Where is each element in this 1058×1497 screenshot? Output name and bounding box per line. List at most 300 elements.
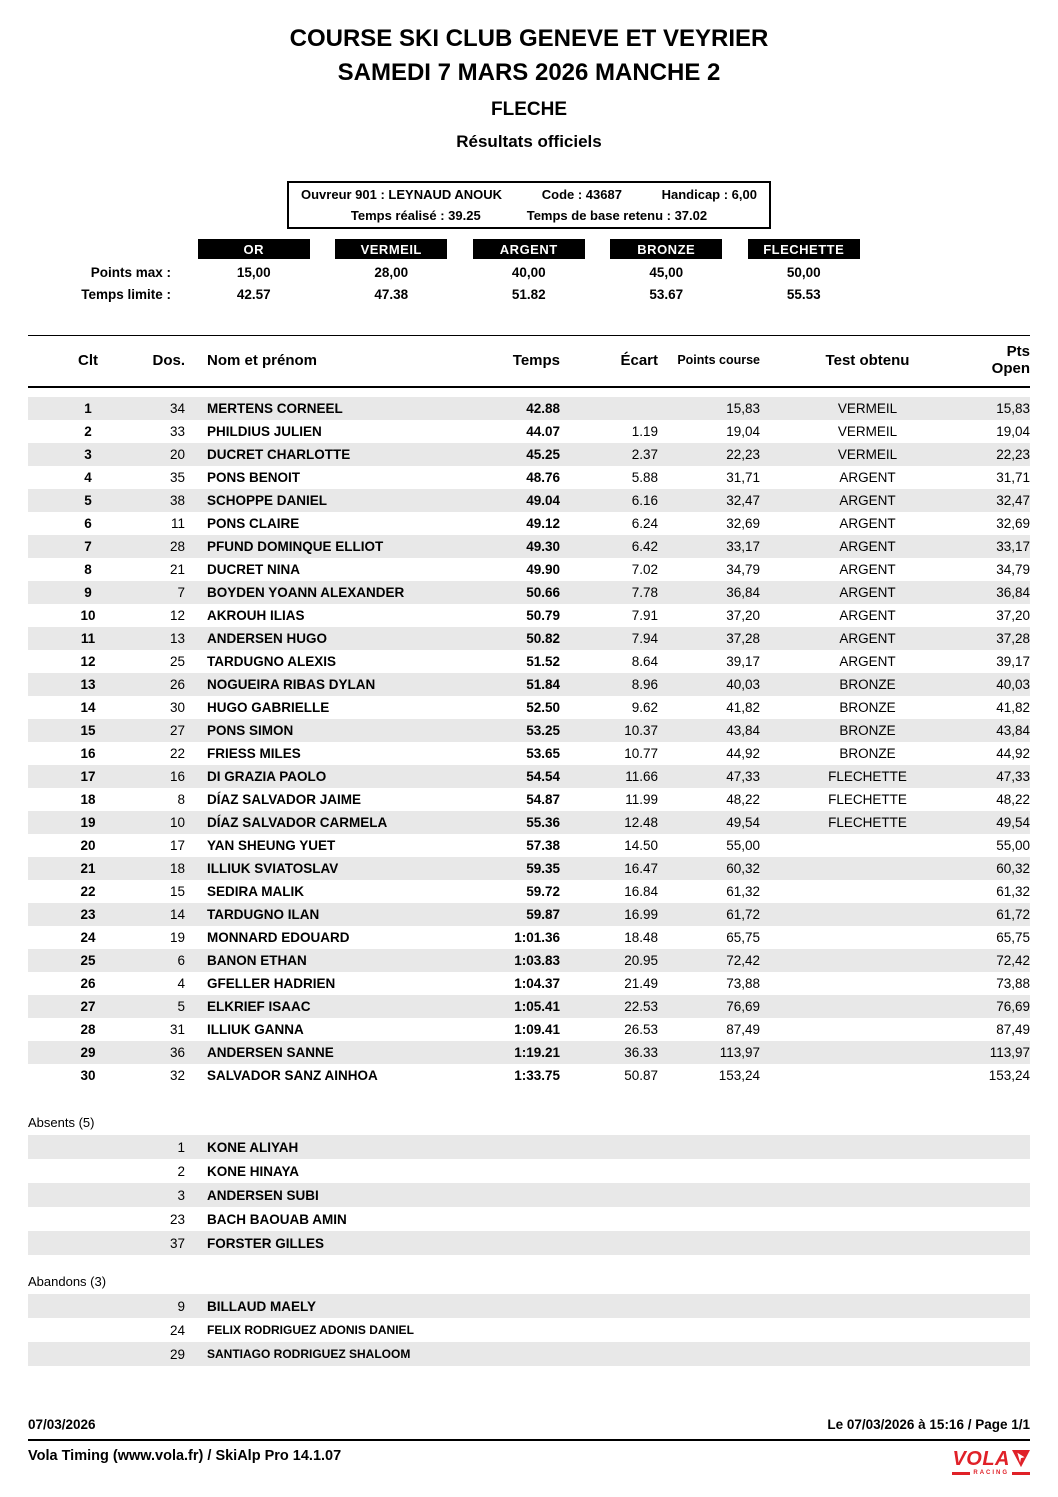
medal-bar: OR (198, 239, 310, 259)
points-cell: 32,69 (726, 516, 760, 531)
header-time: Temps (512, 351, 560, 369)
bib-cell: 1 (177, 1139, 185, 1155)
opener-handicap-text: Handicap : 6,00 (661, 187, 757, 202)
points-cell: 15,83 (726, 401, 760, 416)
rank-cell: 15 (80, 723, 96, 738)
rank-cell: 30 (80, 1068, 96, 1083)
open-cell: 33,17 (996, 539, 1030, 554)
table-row (28, 443, 1030, 466)
results-official-label: Résultats officiels (456, 132, 602, 151)
opener-base-time-text: Temps de base retenu : 37.02 (526, 208, 708, 223)
table-row (28, 627, 1030, 650)
list-item (28, 1183, 1030, 1207)
rank-cell: 11 (80, 631, 96, 646)
results-rows (28, 397, 1030, 1087)
table-row (28, 949, 1030, 972)
table-row (28, 926, 1030, 949)
list-item (28, 1294, 1030, 1318)
name-cell: PONS BENOIT (207, 470, 301, 485)
name-cell: ILLIUK SVIATOSLAV (207, 861, 339, 876)
medal-spacer (28, 239, 185, 261)
vola-logo (952, 1450, 1030, 1476)
test-cell: BRONZE (839, 700, 896, 715)
rank-cell: 19 (80, 815, 96, 830)
footer-software: Vola Timing (www.vola.fr) / SkiAlp Pro 14.1.07 (28, 1448, 342, 1464)
rank-cell: 10 (80, 608, 96, 623)
vola-logo-bar (1012, 1472, 1030, 1475)
gap-cell: 6.42 (631, 539, 658, 554)
test-cell: BRONZE (839, 677, 896, 692)
name-cell: DÍAZ SALVADOR CARMELA (207, 815, 388, 830)
page-footer (28, 1417, 1030, 1476)
rank-cell: 3 (84, 447, 92, 462)
time-cell: 55.36 (526, 815, 560, 830)
opener-info-box (287, 181, 771, 229)
gap-cell: 36.33 (624, 1045, 658, 1060)
points-max-value: 45,00 (649, 264, 684, 280)
open-cell: 43,84 (996, 723, 1030, 738)
gap-cell: 10.37 (624, 723, 658, 738)
points-cell: 36,84 (726, 585, 760, 600)
table-row (28, 1018, 1030, 1041)
bib-cell: 4 (177, 976, 185, 991)
bib-cell: 25 (169, 654, 185, 669)
table-row (28, 489, 1030, 512)
name-cell: MERTENS CORNEEL (207, 401, 343, 416)
test-cell: VERMEIL (837, 401, 898, 416)
bib-cell: 8 (177, 792, 185, 807)
title-block (0, 0, 1058, 151)
table-row (28, 857, 1030, 880)
time-cell: 51.52 (526, 654, 560, 669)
bib-cell: 38 (169, 493, 185, 508)
bib-cell: 37 (169, 1235, 185, 1251)
rank-cell: 27 (80, 999, 96, 1014)
points-cell: 33,17 (726, 539, 760, 554)
medal-bar: ARGENT (473, 239, 585, 259)
points-max-value: 40,00 (511, 264, 546, 280)
name-cell: KONE ALIYAH (207, 1139, 299, 1155)
bib-cell: 24 (169, 1322, 185, 1338)
points-cell: 60,32 (726, 861, 760, 876)
name-cell: AKROUH ILIAS (207, 608, 305, 623)
name-cell: SEDIRA MALIK (207, 884, 304, 899)
bib-cell: 31 (169, 1022, 185, 1037)
open-cell: 72,42 (996, 953, 1030, 968)
points-cell: 153,24 (718, 1068, 760, 1083)
rank-cell: 29 (80, 1045, 96, 1060)
points-cell: 47,33 (726, 769, 760, 784)
list-item (28, 1318, 1030, 1342)
table-row (28, 581, 1030, 604)
medal-bar: FLECHETTE (748, 239, 860, 259)
points-cell: 32,47 (726, 493, 760, 508)
time-cell: 50.82 (526, 631, 560, 646)
test-cell: VERMEIL (837, 447, 898, 462)
table-row (28, 535, 1030, 558)
rank-cell: 25 (80, 953, 96, 968)
time-cell: 51.84 (526, 677, 560, 692)
time-cell: 1:03.83 (514, 953, 560, 968)
table-row (28, 765, 1030, 788)
footer-date: 07/03/2026 (28, 1417, 96, 1432)
header-points: Points course (677, 353, 760, 367)
absents-section (28, 1115, 1030, 1255)
test-cell: ARGENT (839, 470, 896, 485)
table-header (28, 335, 1030, 388)
vola-logo-text: VOLA (952, 1448, 1010, 1470)
bib-cell: 12 (169, 608, 185, 623)
gap-cell: 16.84 (624, 884, 658, 899)
time-cell: 1:01.36 (514, 930, 560, 945)
test-cell: FLECHETTE (828, 769, 907, 784)
abandons-rows (28, 1294, 1030, 1366)
open-cell: 22,23 (996, 447, 1030, 462)
temps-limite-value: 51.82 (511, 286, 546, 302)
list-item (28, 1135, 1030, 1159)
table-row (28, 420, 1030, 443)
open-cell: 60,32 (996, 861, 1030, 876)
open-cell: 48,22 (996, 792, 1030, 807)
table-row (28, 558, 1030, 581)
name-cell: KONE HINAYA (207, 1163, 300, 1179)
name-cell: TARDUGNO ALEXIS (207, 654, 337, 669)
medal-bar: BRONZE (610, 239, 722, 259)
bib-cell: 22 (169, 746, 185, 761)
bib-cell: 35 (169, 470, 185, 485)
gap-cell: 7.91 (631, 608, 658, 623)
gap-cell: 2.37 (631, 447, 658, 462)
open-cell: 32,47 (996, 493, 1030, 508)
rank-cell: 6 (84, 516, 92, 531)
table-row (28, 397, 1030, 420)
bib-cell: 27 (169, 723, 185, 738)
rank-cell: 28 (80, 1022, 96, 1037)
open-cell: 61,32 (996, 884, 1030, 899)
points-cell: 22,23 (726, 447, 760, 462)
time-cell: 45.25 (526, 447, 560, 462)
results-table (28, 335, 1030, 1087)
gap-cell: 50.87 (624, 1068, 658, 1083)
bib-cell: 23 (169, 1211, 185, 1227)
table-row (28, 719, 1030, 742)
time-cell: 49.04 (526, 493, 560, 508)
name-cell: PFUND DOMINQUE ELLIOT (207, 539, 384, 554)
name-cell: BILLAUD MAELY (207, 1298, 317, 1314)
abandons-section (28, 1274, 1030, 1366)
open-cell: 37,20 (996, 608, 1030, 623)
rank-cell: 22 (80, 884, 96, 899)
list-item (28, 1342, 1030, 1366)
gap-cell: 8.96 (631, 677, 658, 692)
time-cell: 59.35 (526, 861, 560, 876)
gap-cell: 14.50 (624, 838, 658, 853)
time-cell: 50.79 (526, 608, 560, 623)
points-cell: 39,17 (726, 654, 760, 669)
list-item (28, 1231, 1030, 1255)
rank-cell: 16 (80, 746, 96, 761)
points-cell: 72,42 (726, 953, 760, 968)
open-cell: 61,72 (996, 907, 1030, 922)
points-cell: 44,92 (726, 746, 760, 761)
open-cell: 36,84 (996, 585, 1030, 600)
table-row (28, 880, 1030, 903)
name-cell: ANDERSEN SANNE (207, 1045, 334, 1060)
points-max-value: 28,00 (374, 264, 409, 280)
bib-cell: 33 (169, 424, 185, 439)
points-cell: 73,88 (726, 976, 760, 991)
gap-cell: 10.77 (624, 746, 658, 761)
name-cell: DI GRAZIA PAOLO (207, 769, 327, 784)
open-cell: 31,71 (996, 470, 1030, 485)
medal-thresholds-table (28, 239, 1058, 305)
opener-line-2 (289, 205, 769, 226)
points-cell: 37,20 (726, 608, 760, 623)
gap-cell: 9.62 (631, 700, 658, 715)
points-max-value: 15,00 (236, 264, 271, 280)
points-max-label: Points max : (90, 264, 171, 280)
name-cell: SANTIAGO RODRIGUEZ SHALOOM (207, 1347, 411, 1361)
vola-triangle-icon (1012, 1450, 1030, 1468)
bib-cell: 10 (169, 815, 185, 830)
test-cell: BRONZE (839, 723, 896, 738)
time-cell: 1:19.21 (514, 1045, 560, 1060)
name-cell: TARDUGNO ILAN (207, 907, 320, 922)
event-date-title: SAMEDI 7 MARS 2026 MANCHE 2 (337, 59, 721, 86)
name-cell: DUCRET CHARLOTTE (207, 447, 351, 462)
test-cell: ARGENT (839, 654, 896, 669)
open-cell: 73,88 (996, 976, 1030, 991)
open-cell: 55,00 (996, 838, 1030, 853)
opener-line-1 (289, 184, 769, 205)
opener-id-text: Ouvreur 901 : LEYNAUD ANOUK (301, 187, 503, 202)
name-cell: ANDERSEN SUBI (207, 1187, 319, 1203)
name-cell: PONS SIMON (207, 723, 294, 738)
page-title: COURSE SKI CLUB GENEVE ET VEYRIER (289, 25, 769, 52)
open-cell: 34,79 (996, 562, 1030, 577)
gap-cell: 22.53 (624, 999, 658, 1014)
bib-cell: 36 (169, 1045, 185, 1060)
time-cell: 59.87 (526, 907, 560, 922)
bib-cell: 7 (177, 585, 185, 600)
bib-cell: 3 (177, 1187, 185, 1203)
bib-cell: 32 (169, 1068, 185, 1083)
gap-cell: 7.78 (631, 585, 658, 600)
points-cell: 48,22 (726, 792, 760, 807)
time-cell: 44.07 (526, 424, 560, 439)
rank-cell: 7 (84, 539, 92, 554)
table-row (28, 604, 1030, 627)
temps-limite-value: 42.57 (236, 286, 271, 302)
table-row (28, 811, 1030, 834)
name-cell: PHILDIUS JULIEN (207, 424, 322, 439)
header-name: Nom et prénom (207, 351, 318, 369)
bib-cell: 15 (169, 884, 185, 899)
header-open: Pts Open (991, 343, 1030, 377)
table-row (28, 466, 1030, 489)
rank-cell: 23 (80, 907, 96, 922)
table-row (28, 788, 1030, 811)
event-name: FLECHE (491, 99, 567, 120)
table-row (28, 1041, 1030, 1064)
bib-cell: 28 (169, 539, 185, 554)
rank-cell: 2 (84, 424, 92, 439)
name-cell: FORSTER GILLES (207, 1235, 325, 1251)
time-cell: 52.50 (526, 700, 560, 715)
gap-cell: 18.48 (624, 930, 658, 945)
points-cell: 55,00 (726, 838, 760, 853)
temps-limite-value: 53.67 (649, 286, 684, 302)
test-cell: ARGENT (839, 493, 896, 508)
name-cell: BACH BAOUAB AMIN (207, 1211, 347, 1227)
gap-cell: 11.66 (625, 769, 658, 784)
rank-cell: 17 (80, 769, 96, 784)
gap-cell: 8.64 (631, 654, 658, 669)
open-cell: 19,04 (996, 424, 1030, 439)
header-gap: Écart (620, 351, 658, 369)
gap-cell: 26.53 (624, 1022, 658, 1037)
absents-label: Absents (5) (28, 1115, 95, 1130)
name-cell: FELIX RODRIGUEZ ADONIS DANIEL (207, 1323, 414, 1337)
points-cell: 61,72 (726, 907, 760, 922)
open-cell: 87,49 (996, 1022, 1030, 1037)
time-cell: 59.72 (526, 884, 560, 899)
time-cell: 53.25 (526, 723, 560, 738)
rank-cell: 18 (80, 792, 96, 807)
open-cell: 41,82 (996, 700, 1030, 715)
table-row (28, 673, 1030, 696)
name-cell: DÍAZ SALVADOR JAIME (207, 792, 362, 807)
test-cell: ARGENT (839, 516, 896, 531)
time-cell: 49.90 (526, 562, 560, 577)
rank-cell: 13 (80, 677, 96, 692)
test-cell: ARGENT (839, 585, 896, 600)
header-test: Test obtenu (825, 351, 910, 369)
gap-cell: 1.19 (631, 424, 658, 439)
name-cell: ANDERSEN HUGO (207, 631, 328, 646)
name-cell: GFELLER HADRIEN (207, 976, 336, 991)
gap-cell: 6.24 (631, 516, 658, 531)
rank-cell: 4 (84, 470, 92, 485)
table-row (28, 972, 1030, 995)
name-cell: NOGUEIRA RIBAS DYLAN (207, 677, 376, 692)
vola-logo-bar (952, 1472, 970, 1475)
test-cell: ARGENT (839, 608, 896, 623)
points-cell: 65,75 (726, 930, 760, 945)
bib-cell: 9 (177, 1298, 185, 1314)
test-cell: ARGENT (839, 539, 896, 554)
header-bib: Dos. (152, 351, 185, 369)
points-cell: 87,49 (726, 1022, 760, 1037)
points-cell: 76,69 (726, 999, 760, 1014)
name-cell: ELKRIEF ISAAC (207, 999, 311, 1014)
table-row (28, 512, 1030, 535)
bib-cell: 13 (169, 631, 185, 646)
time-cell: 49.12 (526, 516, 560, 531)
bib-cell: 34 (169, 401, 185, 416)
absents-rows (28, 1135, 1030, 1255)
name-cell: BANON ETHAN (207, 953, 307, 968)
test-cell: ARGENT (839, 631, 896, 646)
open-cell: 37,28 (996, 631, 1030, 646)
gap-cell: 5.88 (631, 470, 658, 485)
time-cell: 57.38 (526, 838, 560, 853)
bib-cell: 29 (169, 1346, 185, 1362)
header-rank: Clt (78, 351, 98, 369)
time-cell: 1:05.41 (514, 999, 560, 1014)
table-row (28, 696, 1030, 719)
points-cell: 34,79 (726, 562, 760, 577)
test-cell: BRONZE (839, 746, 896, 761)
rank-cell: 21 (80, 861, 96, 876)
time-cell: 53.65 (526, 746, 560, 761)
name-cell: YAN SHEUNG YUET (207, 838, 336, 853)
test-cell: VERMEIL (837, 424, 898, 439)
rank-cell: 8 (84, 562, 92, 577)
time-cell: 42.88 (526, 401, 560, 416)
open-cell: 40,03 (996, 677, 1030, 692)
rank-cell: 24 (80, 930, 96, 945)
gap-cell: 16.99 (624, 907, 658, 922)
test-cell: FLECHETTE (828, 815, 907, 830)
gap-cell: 12.48 (624, 815, 658, 830)
temps-limite-value: 55.53 (786, 286, 821, 302)
bib-cell: 6 (177, 953, 185, 968)
bib-cell: 2 (177, 1163, 185, 1179)
points-max-value: 50,00 (786, 264, 821, 280)
bib-cell: 19 (169, 930, 185, 945)
bib-cell: 14 (169, 907, 185, 922)
name-cell: ILLIUK GANNA (207, 1022, 304, 1037)
points-cell: 43,84 (726, 723, 760, 738)
bib-cell: 30 (169, 700, 185, 715)
time-cell: 1:04.37 (514, 976, 560, 991)
rank-cell: 14 (80, 700, 96, 715)
list-item (28, 1207, 1030, 1231)
gap-cell: 7.94 (631, 631, 658, 646)
open-cell: 15,83 (996, 401, 1030, 416)
name-cell: SCHOPPE DANIEL (207, 493, 328, 508)
points-cell: 31,71 (726, 470, 760, 485)
open-cell: 39,17 (996, 654, 1030, 669)
time-cell: 54.87 (526, 792, 560, 807)
opener-code-text: Code : 43687 (541, 187, 622, 202)
open-cell: 76,69 (996, 999, 1030, 1014)
footer-print-info: Le 07/03/2026 à 15:16 / Page 1/1 (827, 1417, 1030, 1432)
time-cell: 1:09.41 (514, 1022, 560, 1037)
name-cell: HUGO GABRIELLE (207, 700, 330, 715)
bib-cell: 11 (170, 516, 185, 531)
name-cell: BOYDEN YOANN ALEXANDER (207, 585, 405, 600)
vola-logo-subtext: RACING (973, 1470, 1010, 1476)
temps-limite-value: 47.38 (374, 286, 409, 302)
name-cell: DUCRET NINA (207, 562, 300, 577)
gap-cell: 7.02 (631, 562, 658, 577)
open-cell: 49,54 (996, 815, 1030, 830)
points-cell: 40,03 (726, 677, 760, 692)
rank-cell: 5 (84, 493, 92, 508)
gap-cell: 6.16 (631, 493, 658, 508)
gap-cell: 16.47 (624, 861, 658, 876)
list-item (28, 1159, 1030, 1183)
abandons-label: Abandons (3) (28, 1274, 107, 1289)
table-row (28, 1064, 1030, 1087)
table-row (28, 903, 1030, 926)
open-cell: 65,75 (996, 930, 1030, 945)
time-cell: 49.30 (526, 539, 560, 554)
bib-cell: 26 (169, 677, 185, 692)
temps-limite-label: Temps limite : (81, 286, 171, 302)
